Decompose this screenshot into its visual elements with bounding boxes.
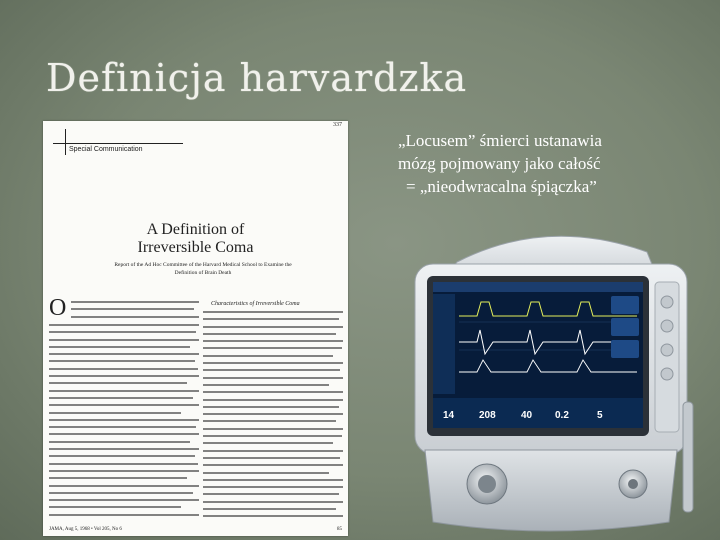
article-left-column-text-lower bbox=[49, 324, 199, 521]
article-text-line bbox=[203, 399, 343, 401]
article-text-line bbox=[49, 477, 187, 479]
softkey-3 bbox=[611, 340, 639, 358]
article-text-line bbox=[71, 316, 199, 318]
article-scan-image bbox=[43, 121, 348, 536]
article-text-line bbox=[49, 324, 199, 326]
article-section-label: Special Communication bbox=[69, 146, 143, 153]
article-right-column-text bbox=[203, 311, 343, 523]
article-text-line bbox=[49, 382, 187, 384]
article-text-line bbox=[49, 412, 181, 414]
article-text-line bbox=[203, 435, 342, 437]
reading-3: 40 bbox=[521, 410, 533, 421]
article-drop-cap: O bbox=[49, 295, 67, 321]
article-text-line bbox=[203, 333, 336, 335]
article-text-line bbox=[49, 331, 196, 333]
reading-4: 0.2 bbox=[555, 410, 569, 421]
slide-title: Definicja harvardzka bbox=[46, 56, 468, 100]
article-text-line bbox=[49, 397, 193, 399]
article-text-line bbox=[203, 406, 339, 408]
article-text-line bbox=[49, 514, 199, 516]
article-text-line bbox=[49, 360, 195, 362]
article-subtitle: Report of the Ad Hoc Committee of the Harvard Medical School to Examine the Definition of Brain Death bbox=[114, 262, 292, 276]
connector-port-left-inner bbox=[478, 475, 496, 493]
article-text-line bbox=[203, 450, 343, 452]
article-text-line bbox=[49, 346, 190, 348]
reading-5: 5 bbox=[597, 410, 603, 421]
reading-2: 208 bbox=[479, 410, 496, 421]
side-button-3 bbox=[661, 344, 673, 356]
article-text-line bbox=[49, 390, 199, 392]
article-page-number: 337 bbox=[333, 122, 342, 128]
article-text-line bbox=[203, 347, 342, 349]
article-text-line bbox=[203, 508, 336, 510]
article-text-line bbox=[203, 362, 343, 364]
article-title-line-1: A Definition of bbox=[146, 221, 245, 238]
article-text-line bbox=[49, 353, 199, 355]
slide-body-text bbox=[398, 129, 698, 198]
article-text-line bbox=[203, 428, 343, 430]
article-text-line bbox=[71, 301, 199, 303]
article-text-line bbox=[49, 368, 198, 370]
article-text-line bbox=[49, 463, 198, 465]
article-text-line bbox=[49, 441, 190, 443]
softkey-2 bbox=[611, 318, 639, 336]
article-text-line bbox=[203, 493, 339, 495]
article-text-line bbox=[49, 499, 199, 501]
article-text-line bbox=[203, 501, 343, 503]
screen-left-panel bbox=[433, 294, 455, 394]
article-left-column-text bbox=[71, 301, 199, 323]
screen-header bbox=[433, 282, 643, 292]
article-text-line bbox=[71, 308, 194, 310]
article-text-line bbox=[49, 448, 199, 450]
corner-mark-horizontal bbox=[53, 143, 183, 144]
article-text-line bbox=[203, 442, 333, 444]
article-text-line bbox=[203, 486, 343, 488]
article-text-line bbox=[203, 377, 343, 379]
softkey-1 bbox=[611, 296, 639, 314]
article-text-line bbox=[49, 426, 196, 428]
connector-port-right-inner bbox=[628, 479, 638, 489]
article-text-line bbox=[203, 340, 343, 342]
article-text-line bbox=[203, 472, 329, 474]
article-title-line-2: Irreversible Coma bbox=[137, 239, 254, 256]
article-text-line bbox=[49, 433, 199, 435]
body-line-1: „Locusem” śmierci ustanawia bbox=[398, 131, 602, 150]
ventilator-device-image bbox=[397, 222, 700, 540]
article-text-line bbox=[203, 355, 333, 357]
article-text-line bbox=[203, 311, 343, 313]
article-text-line bbox=[203, 464, 343, 466]
article-text-line bbox=[203, 479, 343, 481]
article-text-line bbox=[49, 485, 199, 487]
article-text-line bbox=[203, 384, 329, 386]
reading-1: 14 bbox=[443, 410, 455, 421]
article-text-line bbox=[203, 326, 343, 328]
body-line-3: = „nieodwracalna śpiączka” bbox=[406, 177, 597, 196]
article-text-line bbox=[203, 457, 340, 459]
readout-bar bbox=[433, 398, 643, 428]
side-button-4 bbox=[661, 368, 673, 380]
article-text-line bbox=[49, 506, 181, 508]
article-text-line bbox=[49, 339, 199, 341]
article-text-line bbox=[203, 515, 343, 517]
body-line-2: mózg pojmowany jako całość bbox=[398, 154, 601, 173]
article-text-line bbox=[203, 413, 343, 415]
article-text-line bbox=[203, 318, 339, 320]
article-text-line bbox=[203, 391, 343, 393]
side-button-2 bbox=[661, 320, 673, 332]
article-column-heading: Characteristics of Irreversible Coma bbox=[211, 301, 300, 307]
article-text-line bbox=[49, 455, 195, 457]
article-footer-right: 85 bbox=[337, 527, 342, 532]
article-text-line bbox=[203, 420, 336, 422]
article-text-line bbox=[49, 404, 199, 406]
side-button-1 bbox=[661, 296, 673, 308]
article-text-line bbox=[203, 369, 340, 371]
article-text-line bbox=[49, 492, 193, 494]
article-title bbox=[43, 221, 348, 257]
article-text-line bbox=[49, 375, 199, 377]
article-text-line bbox=[49, 470, 199, 472]
article-footer-left: JAMA, Aug 5, 1968 • Vol 205, No 6 bbox=[49, 527, 122, 532]
corner-mark-vertical bbox=[65, 129, 66, 155]
article-text-line bbox=[49, 419, 199, 421]
side-handle bbox=[683, 402, 693, 512]
